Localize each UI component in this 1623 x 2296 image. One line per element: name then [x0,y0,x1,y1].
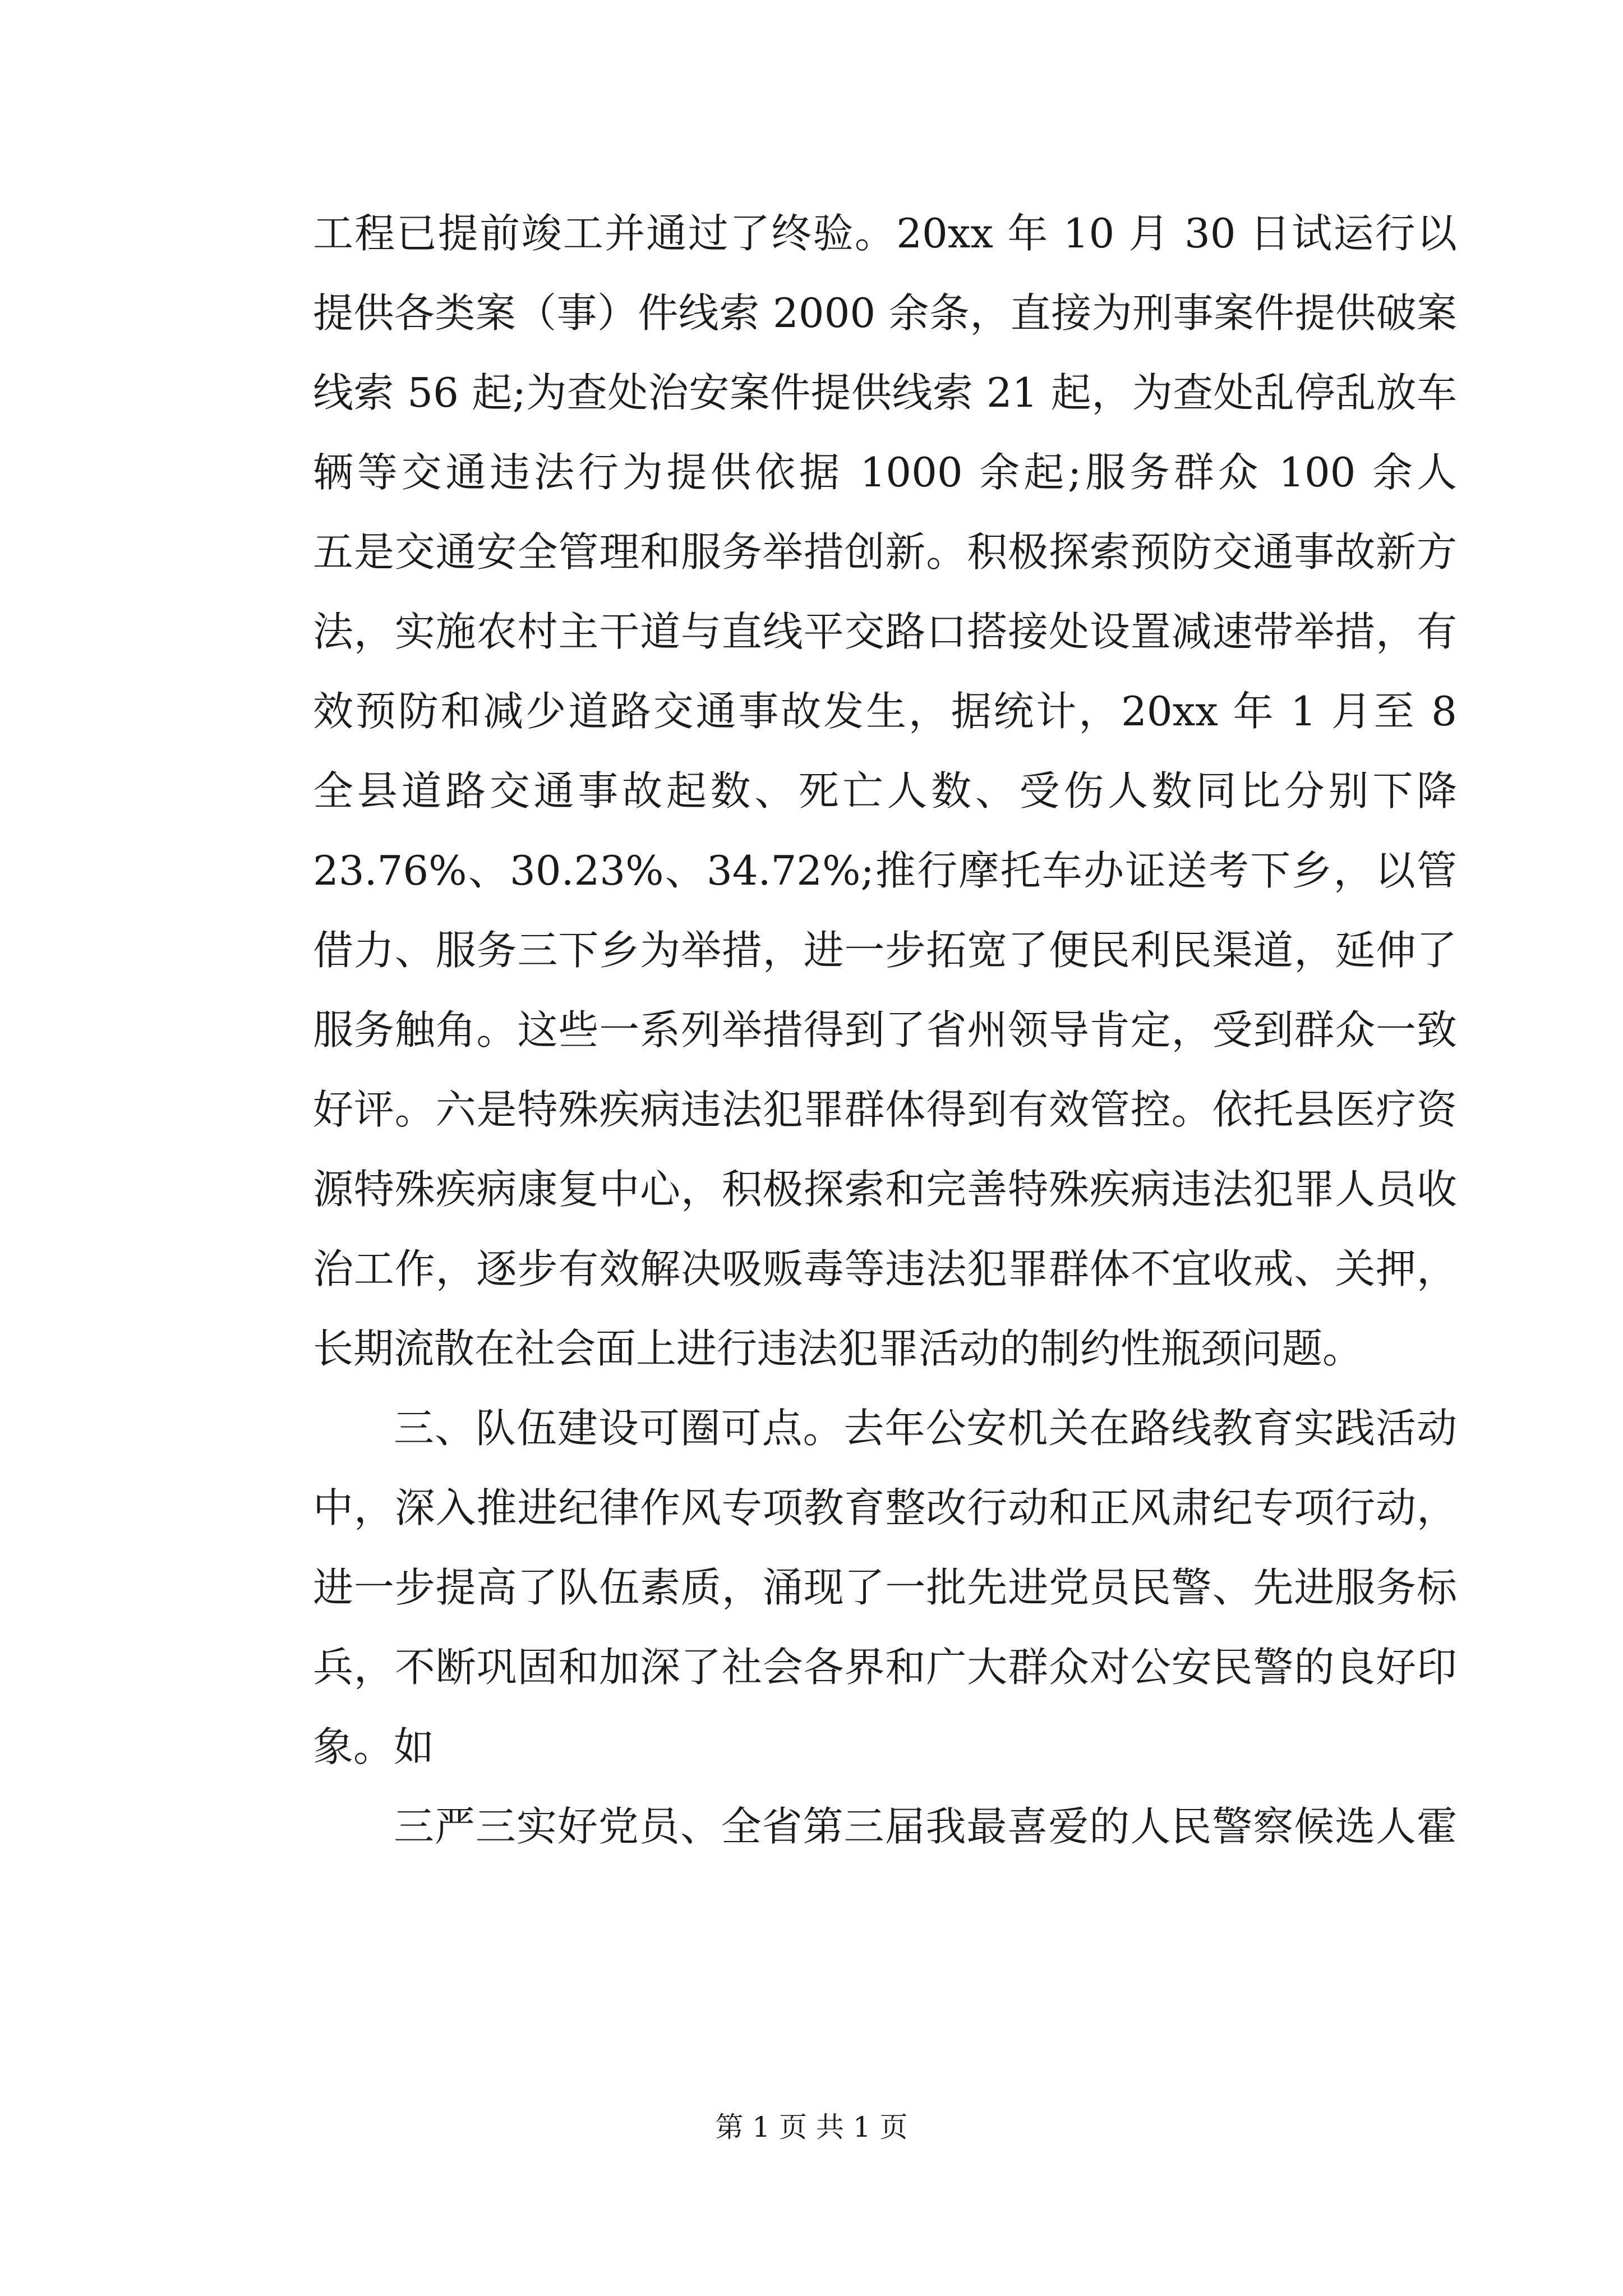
document-body [313,194,1457,1866]
text-line: 辆等交通违法行为提供依据 1000 余起;服务群众 100 余人 [313,449,1457,496]
text-line: 提供各类案（事）件线索 2000 余条，直接为刑事案件提供破案 [313,289,1457,337]
text-line: 治工作，逐步有效解决吸贩毒等违法犯罪群体不宜收戒、关押， [313,1245,1457,1292]
text-line: 五是交通安全管理和服务举措创新。积极探索预防交通事故新方 [313,528,1457,576]
text-line: 服务触角。这些一系列举措得到了省州领导肯定，受到群众一致 [313,1006,1457,1053]
text-line: 进一步提高了队伍素质，涌现了一批先进党员民警、先进服务标 [313,1564,1457,1611]
text-line: 中，深入推进纪律作风专项教育整改行动和正风肃纪专项行动， [313,1484,1457,1531]
text-line: 象。如 [313,1723,435,1770]
text-line: 效预防和减少道路交通事故发生，据统计，20xx 年 1 月至 8 [313,688,1457,735]
text-line: 长期流散在社会面上进行违法犯罪活动的制约性瓶颈问题。 [313,1325,1363,1372]
page-footer [0,2105,1623,2145]
text-line: 工程已提前竣工并通过了终验。20xx 年 10 月 30 日试运行以 [313,210,1457,257]
text-line: 三严三实好党员、全省第三届我最喜爱的人民警察候选人霍 [394,1803,1457,1850]
text-line: 全县道路交通事故起数、死亡人数、受伤人数同比分别下降 [313,767,1457,815]
text-line: 兵，不断巩固和加深了社会各界和广大群众对公安民警的良好印 [313,1644,1457,1691]
text-line: 好评。六是特殊疾病违法犯罪群体得到有效管控。依托县医疗资 [313,1086,1457,1133]
text-line: 源特殊疾病康复中心，积极探索和完善特殊疾病违法犯罪人员收 [313,1166,1457,1213]
page-number-label: 第 1 页 共 1 页 [715,2111,908,2143]
text-line: 借力、服务三下乡为举措，进一步拓宽了便民利民渠道，延伸了 [313,927,1457,974]
text-line: 法，实施农村主干道与直线平交路口搭接处设置减速带举措，有 [313,608,1457,655]
text-line: 三、队伍建设可圈可点。去年公安机关在路线教育实践活动 [394,1405,1457,1452]
text-line: 线索 56 起;为查处治安案件提供线索 21 起，为查处乱停乱放车 [313,369,1457,416]
text-line: 23.76%、30.23%、34.72%;推行摩托车办证送考下乡，以管 [313,847,1457,894]
